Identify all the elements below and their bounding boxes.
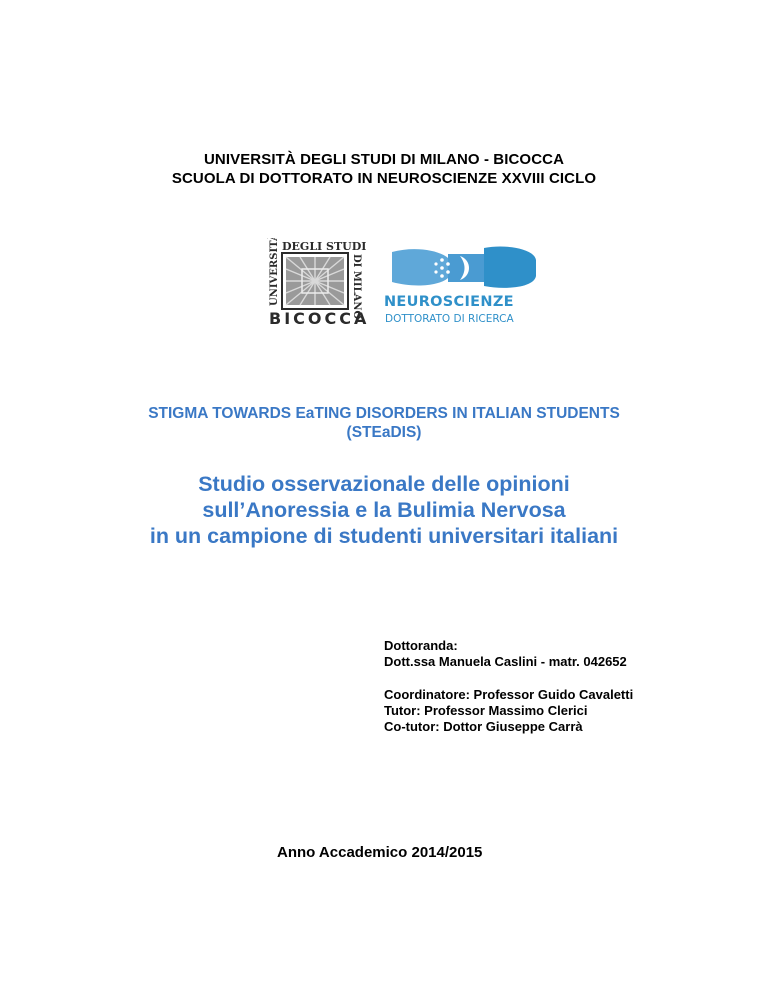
thesis-title-line: in un campione di studenti universitari italiani	[149, 524, 619, 548]
bicocca-top-text: DEGLI STUDI	[282, 240, 367, 253]
logos-row	[0, 238, 768, 330]
thesis-title	[0, 471, 768, 549]
neuroscienze-title: NEUROSCIENZE	[384, 294, 514, 310]
project-name: STIGMA TOWARDS EaTING DISORDERS IN ITALIAN STUDENTS	[148, 405, 620, 422]
thesis-title-line: Studio osservazionale delle opinioni	[198, 472, 570, 496]
bicocca-bottom-text: BICOCCA	[269, 309, 370, 326]
coordinator: Coordinatore: Professor Guido Cavaletti	[384, 687, 634, 702]
bicocca-seal-icon	[266, 238, 370, 326]
candidate-name: Dott.ssa Manuela Caslini - matr. 042652	[384, 654, 627, 669]
bicocca-arc-text: UNIVERSITÀ	[269, 238, 280, 306]
university-header	[0, 150, 768, 188]
candidate-label: Dottoranda:	[384, 638, 458, 653]
university-name: UNIVERSITÀ DEGLI STUDI DI MILANO - BICOCCA	[203, 151, 565, 168]
project-acronym: (STEaDIS)	[346, 424, 422, 441]
bicocca-logo	[266, 238, 370, 326]
tutor: Tutor: Professor Massimo Clerici	[384, 703, 588, 718]
doctoral-school: SCUOLA DI DOTTORATO IN NEUROSCIENZE XXVIII CICLO	[171, 170, 597, 187]
people-block	[384, 638, 754, 735]
academic-year: Anno Accademico 2014/2015	[277, 844, 483, 861]
neuroscienze-logo	[384, 242, 544, 326]
project-title	[0, 404, 768, 442]
cotutor: Co-tutor: Dottor Giuseppe Carrà	[384, 719, 583, 734]
bicocca-side-text: DI MILANO	[351, 254, 362, 320]
neuroscienze-subtitle: DOTTORATO DI RICERCA	[385, 313, 514, 325]
neuron-synapse-icon	[384, 242, 544, 292]
thesis-title-line: sull’Anoressia e la Bulimia Nervosa	[202, 498, 566, 522]
